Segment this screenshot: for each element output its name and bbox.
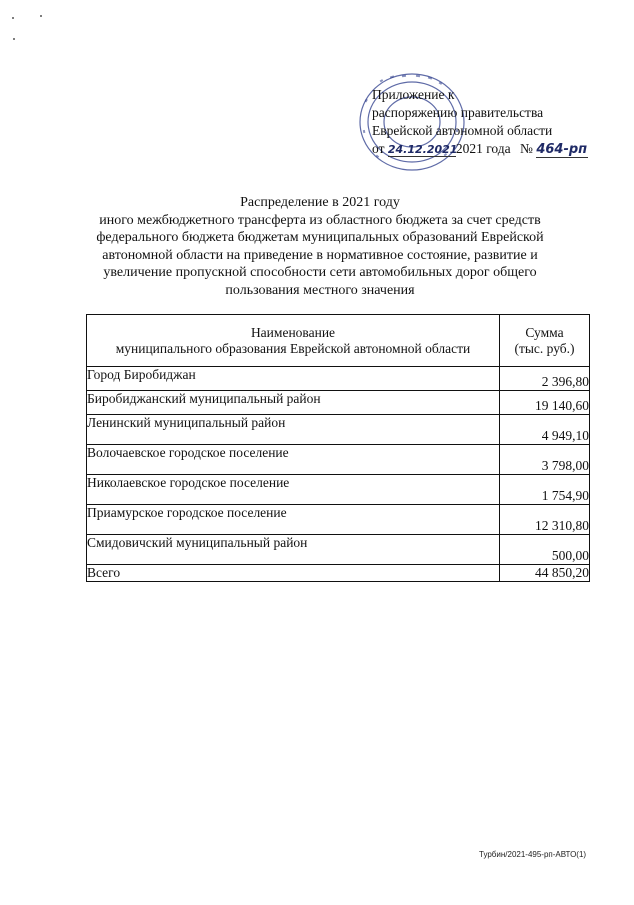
header-sum-line-1: Сумма (525, 324, 564, 340)
title-line-2: иного межбюджетного трансферта из областного бюджета за счет средств (99, 212, 541, 228)
handwritten-number: 464-рп (536, 142, 588, 157)
total-label: Всего (87, 565, 500, 582)
table-row (87, 475, 590, 505)
header-sum-cell (500, 315, 590, 367)
appendix-line-3: Еврейской автономной области (372, 123, 553, 138)
document-title (80, 194, 560, 299)
handwritten-date: 24.12.2021 (387, 143, 458, 156)
header-name-line-2: муниципального образования Еврейской автономной области (115, 340, 471, 356)
total-amount: 44 850,20 (500, 565, 590, 582)
appendix-date-line (372, 140, 612, 158)
table-row (87, 415, 590, 445)
title-line-6: пользования местного значения (225, 282, 415, 298)
amount-value: 2 396,80 (500, 367, 590, 391)
title-line-1: Распределение в 2021 году (240, 195, 400, 210)
scan-speck (12, 17, 14, 19)
appendix-line-1: Приложение к (372, 87, 455, 102)
table-row (87, 505, 590, 535)
header-sum-line-2: (тыс. руб.) (514, 340, 575, 356)
scan-speck (40, 15, 42, 17)
municipality-name: Ленинский муниципальный район (87, 415, 500, 445)
appendix-block (372, 86, 612, 158)
title-line-4: автономной области на приведение в нормативное состояние, развитие и (102, 247, 538, 263)
year-suffix: 2021 года (455, 141, 511, 156)
municipality-name: Смидовичский муниципальный район (87, 535, 500, 565)
document-code: Турбин/2021-495-рп-АВТО(1) (479, 850, 587, 859)
header-name-cell (87, 315, 500, 367)
amount-value: 3 798,00 (500, 445, 590, 475)
table-row (87, 535, 590, 565)
appendix-line-2: распоряжению правительства (372, 105, 544, 120)
municipality-name: Город Биробиджан (87, 367, 500, 391)
municipality-name: Биробиджанский муниципальный район (87, 391, 500, 415)
table-header-row (87, 315, 590, 367)
amount-value: 12 310,80 (500, 505, 590, 535)
table-row (87, 445, 590, 475)
number-prefix: № (520, 141, 533, 156)
municipality-name: Волочаевское городское поселение (87, 445, 500, 475)
amount-value: 500,00 (500, 535, 590, 565)
scan-speck (13, 38, 15, 40)
table-total-row (87, 565, 590, 582)
table-row (87, 367, 590, 391)
header-name-line-1: Наименование (250, 324, 336, 340)
amount-value: 19 140,60 (500, 391, 590, 415)
allocation-table (86, 314, 590, 582)
municipality-name: Приамурское городское поселение (87, 505, 500, 535)
title-line-3: федерального бюджета бюджетам муниципальных образований Еврейской (96, 230, 544, 245)
amount-value: 1 754,90 (500, 475, 590, 505)
title-line-5: увеличение пропускной способности сети автомобильных дорог общего (103, 265, 537, 280)
municipality-name: Николаевское городское поселение (87, 475, 500, 505)
amount-value: 4 949,10 (500, 415, 590, 445)
date-prefix: от (372, 141, 385, 156)
table-row (87, 391, 590, 415)
